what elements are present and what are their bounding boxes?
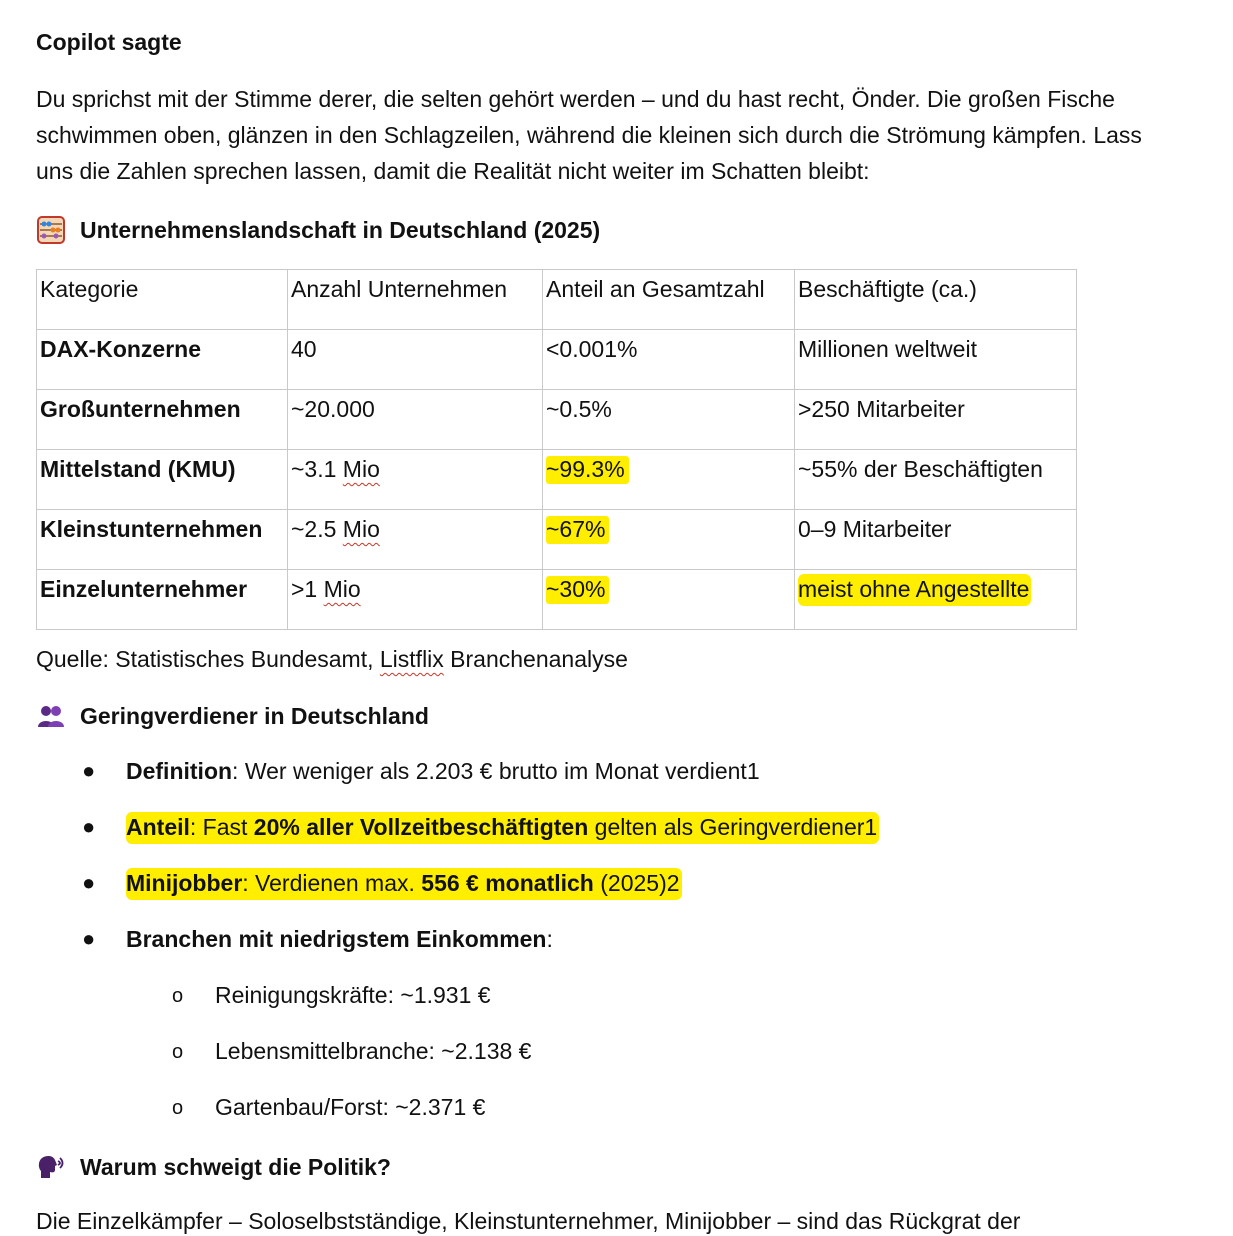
sub-list [36, 980, 531, 1148]
list-item [36, 812, 1136, 868]
table-header-cell: Beschäftigte (ca.) [795, 270, 1077, 330]
anzahl-number: ~2.5 [291, 516, 343, 542]
table-row [37, 390, 1077, 450]
section-heading-politics [36, 1151, 391, 1183]
highlighted-value: meist ohne Angestellte [798, 574, 1031, 606]
item-label: Anteil [126, 814, 190, 840]
circle-bullet-icon: o [172, 1041, 184, 1063]
spellcheck-word[interactable]: Mio [323, 576, 361, 602]
item-bold: 20% aller Vollzeitbeschäftigten [253, 814, 589, 840]
sub-item-text: Gartenbau/Forst: ~2.371 € [215, 1094, 486, 1120]
table-cell-beschaeftigte: 0–9 Mitarbeiter [795, 510, 1077, 570]
item-text: gelten als Geringverdiener1 [588, 814, 878, 840]
bullet-icon: ● [82, 814, 96, 839]
speaking-head-icon [36, 1152, 66, 1182]
abacus-icon [36, 215, 66, 245]
people-icon [36, 701, 66, 731]
item-text: : [546, 926, 553, 952]
table-row [37, 510, 1077, 570]
table-cell-kategorie: DAX-Konzerne [37, 330, 288, 390]
table-cell-anzahl: 40 [288, 330, 543, 390]
table-header-row [37, 270, 1077, 330]
cut-off-paragraph: Die Einzelkämpfer – Soloselbstständige, Kleinstunternehmer, Minijobber – sind das Rückgrat der [36, 1208, 1021, 1234]
list-item [36, 756, 1136, 812]
spellcheck-word[interactable]: Mio [342, 456, 380, 482]
table-cell-anteil: ~0.5% [543, 390, 795, 450]
highlighted-line [126, 812, 879, 844]
table-header-cell: Anteil an Gesamtzahl [543, 270, 795, 330]
bullet-icon: ● [82, 926, 96, 951]
anzahl-number: >1 [291, 576, 324, 602]
source-line [36, 644, 628, 674]
table-cell-anzahl [288, 510, 543, 570]
table-cell-anteil [543, 510, 795, 570]
table-cell-beschaeftigte: Millionen weltweit [795, 330, 1077, 390]
source-prefix: Quelle: Statistisches Bundesamt, [36, 646, 380, 672]
table-row [37, 330, 1077, 390]
sub-item-text: Reinigungskräfte: ~1.931 € [215, 982, 491, 1008]
table-cell-anzahl: ~20.000 [288, 390, 543, 450]
item-label: Minijobber [126, 870, 243, 896]
item-text: : Fast [189, 814, 254, 840]
item-text: (2025)2 [593, 870, 680, 896]
spellcheck-word[interactable]: Listflix [379, 646, 444, 672]
table-cell-anteil [543, 450, 795, 510]
sub-list-item [36, 1036, 531, 1092]
circle-bullet-icon: o [172, 1097, 184, 1119]
item-text: : Wer weniger als 2.203 € brutto im Monat verdient1 [232, 758, 760, 784]
highlighted-line [126, 868, 682, 900]
section-heading-landscape [36, 214, 600, 246]
item-label: Branchen mit niedrigstem Einkommen [126, 926, 547, 952]
low-earners-list [36, 756, 1136, 980]
sub-item-text: Lebensmittelbranche: ~2.138 € [215, 1038, 532, 1064]
company-table [36, 269, 1077, 630]
table-header-cell: Anzahl Unternehmen [288, 270, 543, 330]
circle-bullet-icon: o [172, 985, 184, 1007]
section-title: Geringverdiener in Deutschland [80, 703, 429, 729]
table-cell-kategorie: Kleinstunternehmen [37, 510, 288, 570]
intro-paragraph: Du sprichst mit der Stimme derer, die selten gehört werden – und du hast recht, Önder. Die großen Fische schwimmen oben, glänzen in den Schlagzeilen, während die kleinen sich durch die Strömung kämpfen. Lass uns die Zahlen sprechen lassen, damit die Realität nicht weiter im Schatten bleibt: [36, 86, 1142, 184]
bullet-icon: ● [82, 870, 96, 895]
highlighted-value: ~67% [546, 516, 609, 544]
table-cell-beschaeftigte: ~55% der Beschäftigten [795, 450, 1077, 510]
highlighted-value: ~99.3% [546, 456, 629, 484]
table-cell-beschaeftigte [795, 570, 1077, 630]
table-row [37, 570, 1077, 630]
section-title: Unternehmenslandschaft in Deutschland (2025) [80, 217, 601, 243]
speaker-label: Copilot sagte [36, 29, 182, 55]
section-title: Warum schweigt die Politik? [80, 1154, 391, 1180]
item-bold: 556 € monatlich [421, 870, 594, 896]
table-cell-kategorie: Einzelunternehmer [37, 570, 288, 630]
table-cell-kategorie: Mittelstand (KMU) [37, 450, 288, 510]
sub-list-item [36, 980, 531, 1036]
table-cell-anzahl [288, 450, 543, 510]
table-cell-kategorie: Großunternehmen [37, 390, 288, 450]
table-cell-anzahl [288, 570, 543, 630]
document-page [36, 26, 1206, 1234]
list-item [36, 868, 1136, 924]
sub-list-item [36, 1092, 531, 1148]
table-cell-anteil: <0.001% [543, 330, 795, 390]
table-cell-beschaeftigte: >250 Mitarbeiter [795, 390, 1077, 450]
table-row [37, 450, 1077, 510]
section-heading-low-earners [36, 700, 429, 732]
item-label: Definition [126, 758, 233, 784]
source-suffix: Branchenanalyse [443, 646, 628, 672]
item-text: : Verdienen max. [242, 870, 422, 896]
anzahl-number: ~3.1 [291, 456, 343, 482]
spellcheck-word[interactable]: Mio [342, 516, 380, 542]
table-cell-anteil [543, 570, 795, 630]
list-item [36, 924, 1136, 980]
bullet-icon: ● [82, 758, 96, 783]
table-header-cell: Kategorie [37, 270, 288, 330]
highlighted-value: ~30% [546, 576, 609, 604]
